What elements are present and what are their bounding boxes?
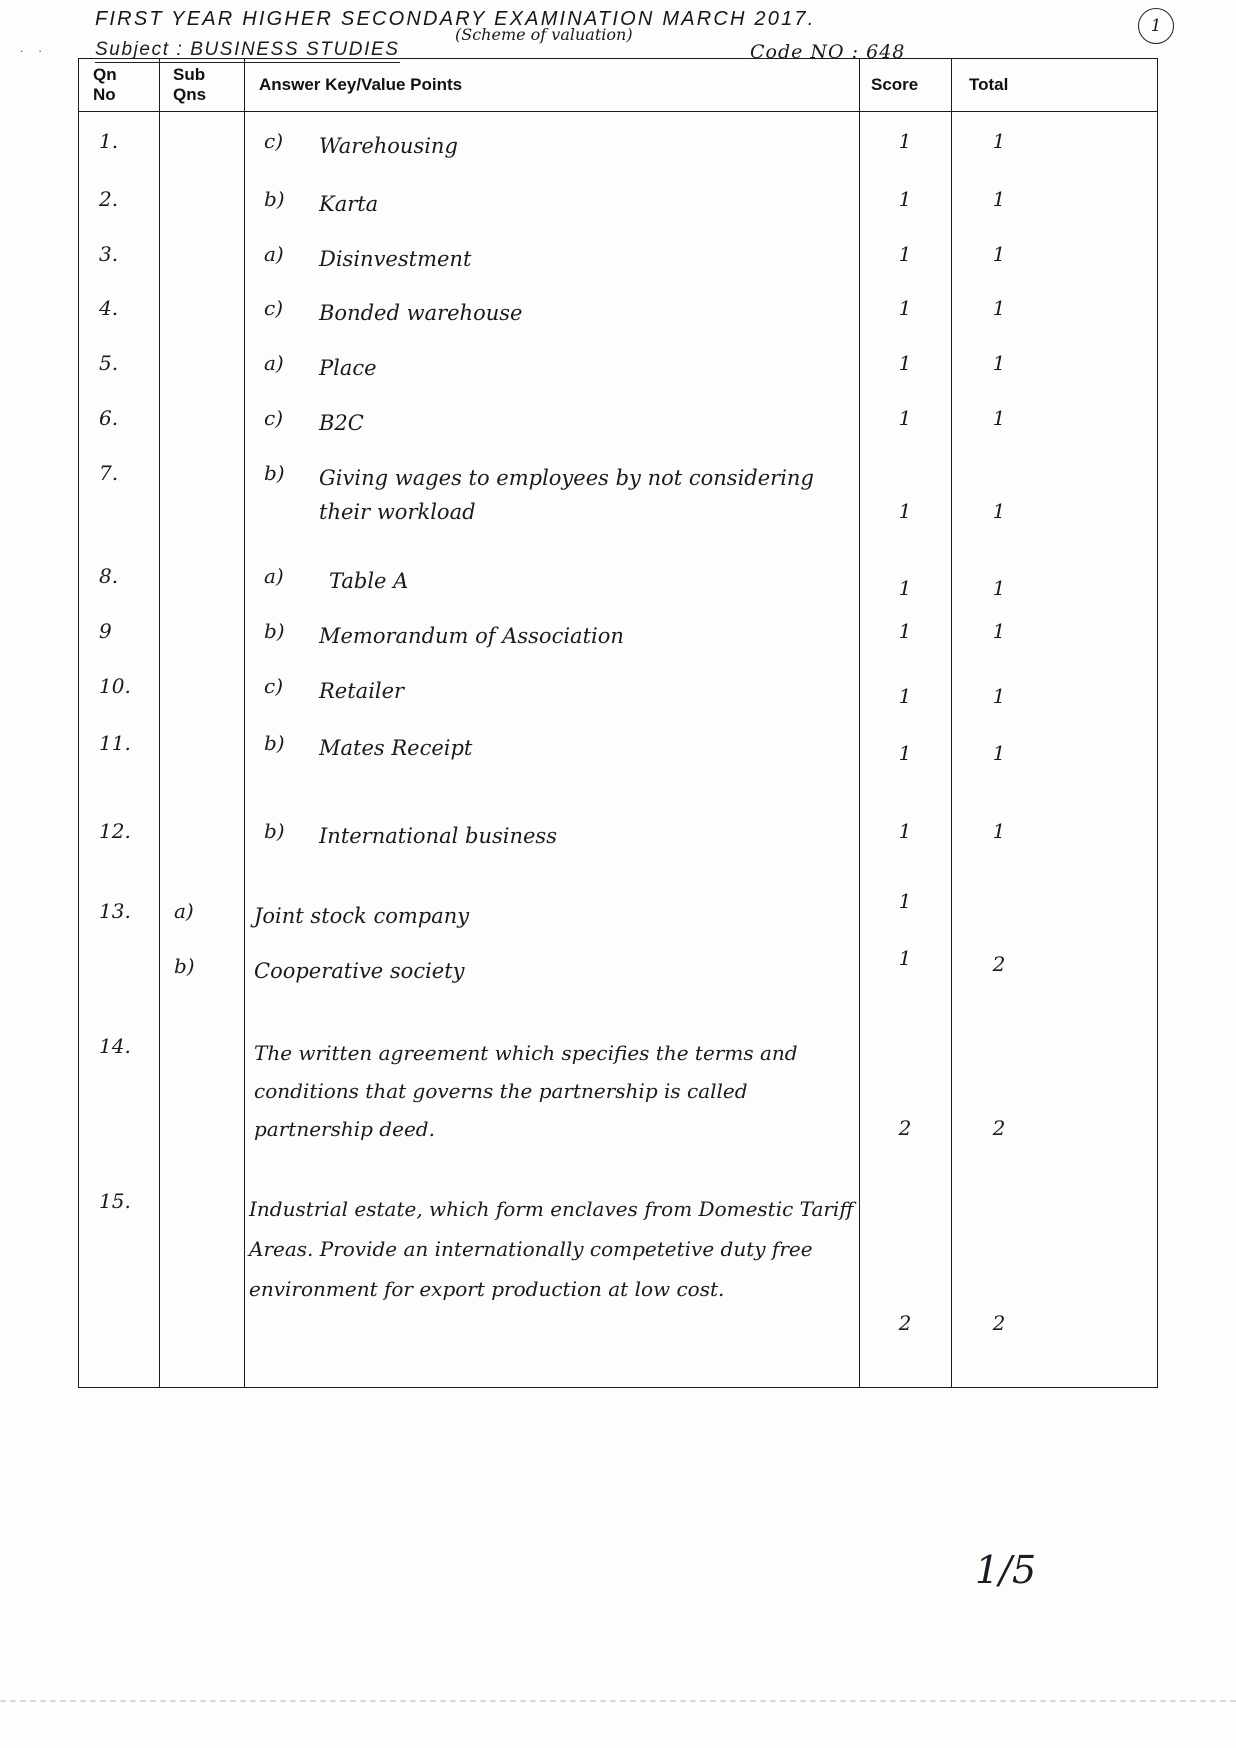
- row-score: 1: [898, 889, 912, 913]
- row-qn-no: 4.: [99, 296, 119, 320]
- row-score: 1: [898, 576, 912, 600]
- row-qn-no: 11.: [99, 731, 131, 755]
- row-answer: The written agreement which specifies the terms and conditions that governs the partnership is called partnership deed.: [254, 1041, 798, 1141]
- exam-title: FIRST YEAR HIGHER SECONDARY EXAMINATION MARCH 2017.: [95, 8, 816, 30]
- row-total: 2: [992, 952, 1006, 976]
- row-score: 2: [898, 1311, 912, 1335]
- row-answer: Bonded warehouse: [319, 301, 523, 325]
- row-answer: Joint stock company: [254, 904, 470, 928]
- row-option: c): [264, 406, 284, 430]
- row-sub-qn: b): [174, 954, 195, 978]
- row-option: c): [264, 129, 284, 153]
- row-answer: B2C: [319, 411, 364, 435]
- row-score: 1: [898, 296, 912, 320]
- column-divider-1: [159, 59, 160, 1387]
- row-option: b): [264, 461, 285, 485]
- row-option: a): [264, 564, 284, 588]
- row-score: 1: [898, 406, 912, 430]
- row-score: 1: [898, 351, 912, 375]
- row-option: a): [264, 351, 284, 375]
- column-header-qn-line2: No: [93, 85, 116, 104]
- row-score: 1: [898, 619, 912, 643]
- row-total: 1: [992, 406, 1006, 430]
- column-divider-2: [244, 59, 245, 1387]
- row-option: c): [264, 674, 284, 698]
- row-score: 1: [898, 684, 912, 708]
- row-answer: Table A: [329, 569, 409, 593]
- row-qn-no: 12.: [99, 819, 131, 843]
- code-number: Code NO : 648: [750, 41, 906, 63]
- row-qn-no: 2.: [99, 187, 119, 211]
- row-option: b): [264, 731, 285, 755]
- column-header-qn-no: [93, 65, 117, 105]
- row-qn-no: 15.: [99, 1189, 131, 1213]
- row-option: b): [264, 187, 285, 211]
- column-header-qn-line1: Qn: [93, 65, 117, 84]
- row-qn-no: 9: [99, 619, 112, 643]
- row-qn-no: 10.: [99, 674, 131, 698]
- column-header-answer-key: Answer Key/Value Points: [259, 75, 463, 94]
- document-header: [95, 8, 1145, 65]
- row-answer: Warehousing: [319, 134, 458, 158]
- row-qn-no: 7.: [99, 461, 119, 485]
- row-answer: International business: [319, 824, 557, 848]
- row-option: b): [264, 819, 285, 843]
- row-score: 1: [898, 129, 912, 153]
- column-divider-4: [951, 59, 952, 1387]
- row-qn-no: 6.: [99, 406, 119, 430]
- row-answer: Place: [319, 356, 377, 380]
- row-answer: Karta: [319, 192, 379, 216]
- row-total: 2: [992, 1311, 1006, 1335]
- row-qn-no: 3.: [99, 242, 119, 266]
- row-qn-no: 8.: [99, 564, 119, 588]
- row-total: 1: [992, 296, 1006, 320]
- row-total: 1: [992, 684, 1006, 708]
- row-score: 1: [898, 242, 912, 266]
- row-answer: Giving wages to employees by not considering their workload: [319, 466, 814, 524]
- row-qn-no: 13.: [99, 899, 131, 923]
- row-answer: Disinvestment: [319, 247, 472, 271]
- row-sub-qn: a): [174, 899, 194, 923]
- row-score: 1: [898, 741, 912, 765]
- row-total: 1: [992, 351, 1006, 375]
- row-score: 1: [898, 187, 912, 211]
- row-total: 1: [992, 576, 1006, 600]
- header-row-divider: [79, 111, 1157, 112]
- footer-page-number: 1/5: [975, 1548, 1037, 1592]
- column-divider-3: [859, 59, 860, 1387]
- row-option: c): [264, 296, 284, 320]
- row-qn-no: 1.: [99, 129, 119, 153]
- column-header-score: Score: [871, 75, 919, 94]
- row-score: 1: [898, 819, 912, 843]
- row-score: 1: [898, 499, 912, 523]
- page-circle-marker: 1: [1138, 8, 1174, 44]
- row-score: 1: [898, 946, 912, 970]
- scan-corner-marks: . .: [20, 40, 48, 55]
- row-total: 1: [992, 129, 1006, 153]
- row-total: 2: [992, 1116, 1006, 1140]
- scheme-of-valuation-label: (Scheme of valuation): [455, 25, 633, 44]
- column-header-sub-line1: Sub: [173, 65, 206, 84]
- row-total: 1: [992, 819, 1006, 843]
- row-qn-no: 5.: [99, 351, 119, 375]
- row-total: 1: [992, 741, 1006, 765]
- row-option: a): [264, 242, 284, 266]
- answer-key-table: [78, 58, 1158, 1388]
- row-answer: Industrial estate, which form enclaves from Domestic Tariff Areas. Provide an internationally competetive duty free environment for export production at low cost.: [249, 1197, 854, 1301]
- row-option: b): [264, 619, 285, 643]
- row-answer: Retailer: [319, 679, 405, 703]
- column-header-sub-qns: [173, 65, 206, 105]
- subject-line: Subject : BUSINESS STUDIES: [95, 39, 400, 63]
- row-answer: Mates Receipt: [319, 736, 473, 760]
- row-total: 1: [992, 187, 1006, 211]
- row-qn-no: 14.: [99, 1034, 131, 1058]
- row-score: 2: [898, 1116, 912, 1140]
- column-header-total: Total: [969, 75, 1009, 94]
- column-header-sub-line2: Qns: [173, 85, 207, 104]
- row-answer: Cooperative society: [254, 959, 465, 983]
- scan-edge-line: [0, 1700, 1236, 1712]
- row-total: 1: [992, 499, 1006, 523]
- row-total: 1: [992, 619, 1006, 643]
- row-total: 1: [992, 242, 1006, 266]
- row-answer: Memorandum of Association: [319, 624, 624, 648]
